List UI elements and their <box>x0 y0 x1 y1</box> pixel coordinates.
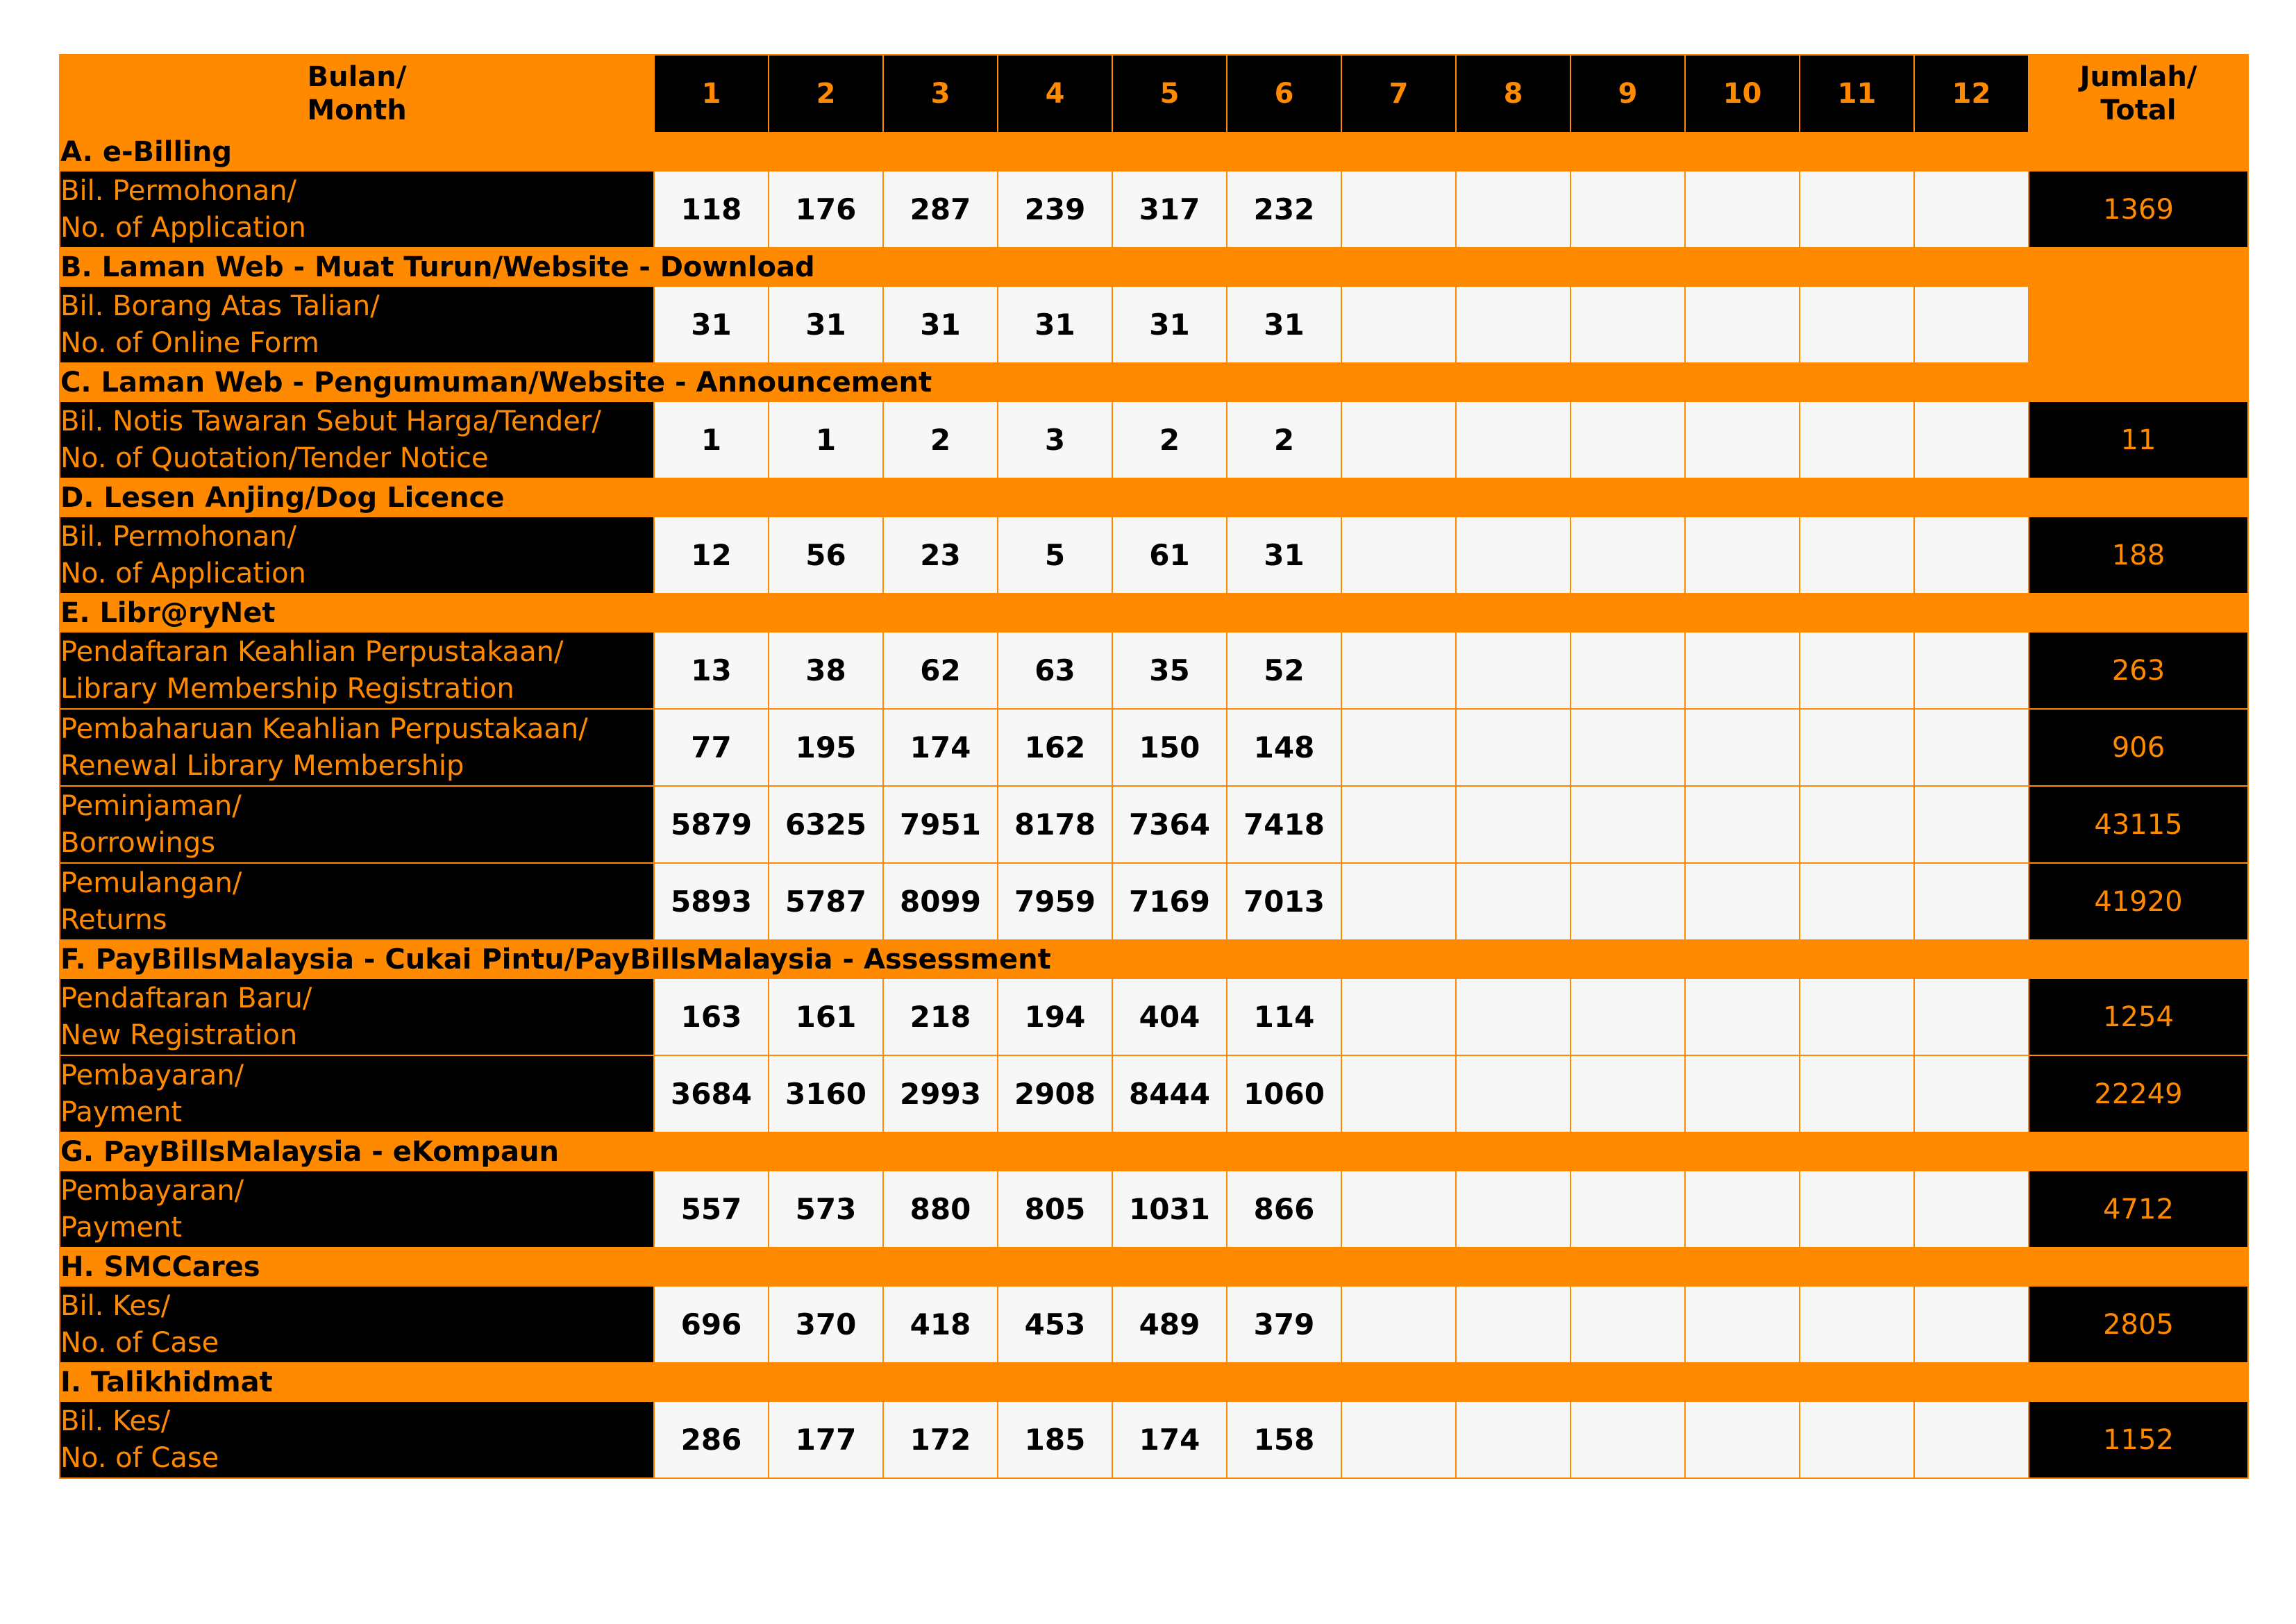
month-value-cell <box>1570 632 1685 709</box>
month-value-cell <box>1341 978 1456 1055</box>
month-value-cell: 3 <box>998 401 1112 478</box>
month-value-cell <box>1800 1401 1914 1478</box>
month-value-cell <box>1914 286 2029 363</box>
month-value-cell <box>1685 286 1800 363</box>
total-column-header <box>2029 55 2248 133</box>
header-row <box>60 55 2248 133</box>
month-value-cell: 2908 <box>998 1055 1112 1132</box>
month-value-cell <box>1914 171 2029 248</box>
section-row <box>60 363 2248 401</box>
month-value-cell: 148 <box>1227 709 1341 786</box>
month-value-cell: 77 <box>654 709 769 786</box>
total-cell: 22249 <box>2029 1055 2248 1132</box>
month-value-cell: 185 <box>998 1401 1112 1478</box>
month-value-cell <box>1456 171 1570 248</box>
month-value-cell <box>1685 1401 1800 1478</box>
month-value-cell <box>1456 1171 1570 1248</box>
month-value-cell <box>1341 1171 1456 1248</box>
month-value-cell: 5879 <box>654 786 769 863</box>
table-row <box>60 1401 2248 1478</box>
row-label-line2: No. of Application <box>60 211 306 244</box>
table-row <box>60 1286 2248 1363</box>
month-value-cell: 56 <box>769 517 883 594</box>
month-value-cell: 5787 <box>769 863 883 940</box>
row-label <box>60 978 654 1055</box>
row-label-line1: Pembaharuan Keahlian Perpustakaan/ <box>60 712 588 745</box>
total-cell: 906 <box>2029 709 2248 786</box>
month-value-cell: 177 <box>769 1401 883 1478</box>
month-value-cell <box>1914 978 2029 1055</box>
row-label-line1: Bil. Notis Tawaran Sebut Harga/Tender/ <box>60 405 601 437</box>
section-title: I. Talikhidmat <box>60 1363 2248 1401</box>
month-value-cell <box>1570 1171 1685 1248</box>
month-value-cell: 161 <box>769 978 883 1055</box>
month-header-8: 8 <box>1456 55 1570 133</box>
month-value-cell <box>1570 786 1685 863</box>
section-title: H. SMCCares <box>60 1248 2248 1286</box>
month-value-cell: 35 <box>1112 632 1227 709</box>
total-cell: 1152 <box>2029 1401 2248 1478</box>
month-value-cell: 52 <box>1227 632 1341 709</box>
row-label <box>60 1401 654 1478</box>
month-value-cell <box>1341 709 1456 786</box>
row-label-line2: Returns <box>60 903 167 936</box>
month-header-2: 2 <box>769 55 883 133</box>
month-value-cell <box>1341 863 1456 940</box>
month-value-cell: 195 <box>769 709 883 786</box>
month-value-cell: 379 <box>1227 1286 1341 1363</box>
total-cell <box>2029 286 2248 363</box>
month-value-cell: 174 <box>883 709 998 786</box>
month-value-cell <box>1800 401 1914 478</box>
month-value-cell: 7169 <box>1112 863 1227 940</box>
month-value-cell: 61 <box>1112 517 1227 594</box>
table-row <box>60 632 2248 709</box>
month-value-cell <box>1914 709 2029 786</box>
month-value-cell: 63 <box>998 632 1112 709</box>
month-value-cell: 453 <box>998 1286 1112 1363</box>
month-value-cell: 7418 <box>1227 786 1341 863</box>
month-value-cell: 232 <box>1227 171 1341 248</box>
month-value-cell: 5893 <box>654 863 769 940</box>
month-value-cell: 31 <box>769 286 883 363</box>
month-value-cell <box>1570 709 1685 786</box>
row-label-line2: Borrowings <box>60 826 216 859</box>
row-label <box>60 171 654 248</box>
month-value-cell: 23 <box>883 517 998 594</box>
month-value-cell: 1 <box>654 401 769 478</box>
month-value-cell <box>1570 1055 1685 1132</box>
month-value-cell <box>1685 1055 1800 1132</box>
month-value-cell <box>1800 171 1914 248</box>
total-cell: 2805 <box>2029 1286 2248 1363</box>
table-row <box>60 517 2248 594</box>
month-value-cell: 31 <box>1112 286 1227 363</box>
month-header-6: 6 <box>1227 55 1341 133</box>
month-value-cell: 866 <box>1227 1171 1341 1248</box>
table-row <box>60 863 2248 940</box>
section-title: F. PayBillsMalaysia - Cukai Pintu/PayBillsMalaysia - Assessment <box>60 940 2248 978</box>
table-row <box>60 171 2248 248</box>
month-value-cell: 3684 <box>654 1055 769 1132</box>
month-value-cell <box>1800 978 1914 1055</box>
row-label <box>60 1055 654 1132</box>
month-value-cell <box>1800 1171 1914 1248</box>
row-label-line1: Pendaftaran Baru/ <box>60 982 312 1014</box>
month-value-cell: 38 <box>769 632 883 709</box>
month-value-cell <box>1570 517 1685 594</box>
row-label-line1: Pembayaran/ <box>60 1174 244 1207</box>
table-row <box>60 1055 2248 1132</box>
month-header-4: 4 <box>998 55 1112 133</box>
section-row <box>60 133 2248 171</box>
row-label <box>60 786 654 863</box>
month-value-cell <box>1456 709 1570 786</box>
month-value-cell: 1 <box>769 401 883 478</box>
month-value-cell: 489 <box>1112 1286 1227 1363</box>
total-cell: 1369 <box>2029 171 2248 248</box>
month-value-cell: 31 <box>998 286 1112 363</box>
month-column-header <box>60 55 654 133</box>
row-label-line2: No. of Case <box>60 1326 219 1359</box>
section-row <box>60 248 2248 286</box>
row-label <box>60 517 654 594</box>
month-value-cell <box>1456 632 1570 709</box>
month-value-cell <box>1685 978 1800 1055</box>
month-value-cell: 557 <box>654 1171 769 1248</box>
table-row <box>60 1171 2248 1248</box>
month-value-cell: 7013 <box>1227 863 1341 940</box>
month-value-cell <box>1914 517 2029 594</box>
row-label-line1: Pembayaran/ <box>60 1059 244 1091</box>
row-label <box>60 401 654 478</box>
month-value-cell: 158 <box>1227 1401 1341 1478</box>
month-value-cell: 1031 <box>1112 1171 1227 1248</box>
table-row <box>60 401 2248 478</box>
month-header-3: 3 <box>883 55 998 133</box>
total-label-line1: Jumlah/ <box>2079 61 2197 93</box>
month-value-cell: 194 <box>998 978 1112 1055</box>
table-body <box>60 133 2248 1478</box>
row-label-line2: Renewal Library Membership <box>60 749 464 782</box>
total-cell: 188 <box>2029 517 2248 594</box>
month-value-cell <box>1685 709 1800 786</box>
month-value-cell: 174 <box>1112 1401 1227 1478</box>
month-value-cell: 239 <box>998 171 1112 248</box>
section-title: D. Lesen Anjing/Dog Licence <box>60 478 2248 517</box>
row-label-line2: Library Membership Registration <box>60 672 514 705</box>
table-row <box>60 286 2248 363</box>
row-label-line1: Bil. Permohonan/ <box>60 520 297 553</box>
month-value-cell: 6325 <box>769 786 883 863</box>
month-value-cell <box>1685 863 1800 940</box>
month-value-cell: 805 <box>998 1171 1112 1248</box>
row-label <box>60 863 654 940</box>
row-label-line1: Pendaftaran Keahlian Perpustakaan/ <box>60 635 564 668</box>
total-cell: 11 <box>2029 401 2248 478</box>
row-label <box>60 286 654 363</box>
section-title: B. Laman Web - Muat Turun/Website - Download <box>60 248 2248 286</box>
month-value-cell <box>1456 786 1570 863</box>
month-value-cell <box>1570 286 1685 363</box>
month-value-cell <box>1800 863 1914 940</box>
month-value-cell: 370 <box>769 1286 883 1363</box>
month-value-cell: 696 <box>654 1286 769 1363</box>
month-value-cell <box>1456 1055 1570 1132</box>
row-label-line2: New Registration <box>60 1019 298 1051</box>
row-label <box>60 709 654 786</box>
month-value-cell <box>1800 1286 1914 1363</box>
table-row <box>60 786 2248 863</box>
month-value-cell <box>1341 1401 1456 1478</box>
month-value-cell: 286 <box>654 1401 769 1478</box>
row-label-line1: Peminjaman/ <box>60 789 242 822</box>
month-value-cell: 114 <box>1227 978 1341 1055</box>
total-cell: 263 <box>2029 632 2248 709</box>
month-value-cell <box>1914 786 2029 863</box>
month-value-cell <box>1914 632 2029 709</box>
month-value-cell: 418 <box>883 1286 998 1363</box>
month-value-cell: 404 <box>1112 978 1227 1055</box>
section-row <box>60 1363 2248 1401</box>
total-cell: 43115 <box>2029 786 2248 863</box>
month-header-11: 11 <box>1800 55 1914 133</box>
month-value-cell: 7364 <box>1112 786 1227 863</box>
month-value-cell <box>1341 517 1456 594</box>
row-label-line1: Bil. Borang Atas Talian/ <box>60 290 380 322</box>
month-value-cell: 31 <box>1227 517 1341 594</box>
section-row <box>60 594 2248 632</box>
month-value-cell <box>1570 401 1685 478</box>
month-label-line1: Bulan/ <box>307 61 407 93</box>
month-value-cell: 176 <box>769 171 883 248</box>
month-value-cell <box>1800 786 1914 863</box>
month-value-cell: 7951 <box>883 786 998 863</box>
section-row <box>60 940 2248 978</box>
month-value-cell <box>1685 171 1800 248</box>
row-label-line2: No. of Quotation/Tender Notice <box>60 442 489 474</box>
month-value-cell: 162 <box>998 709 1112 786</box>
month-value-cell: 31 <box>1227 286 1341 363</box>
month-value-cell <box>1341 286 1456 363</box>
month-value-cell <box>1914 1286 2029 1363</box>
month-label-line2: Month <box>307 94 407 126</box>
month-value-cell: 150 <box>1112 709 1227 786</box>
month-value-cell: 2 <box>883 401 998 478</box>
total-label-line2: Total <box>2100 94 2177 126</box>
month-value-cell <box>1341 171 1456 248</box>
month-value-cell <box>1914 863 2029 940</box>
section-row <box>60 478 2248 517</box>
month-value-cell: 31 <box>654 286 769 363</box>
month-value-cell: 8099 <box>883 863 998 940</box>
month-value-cell: 1060 <box>1227 1055 1341 1132</box>
total-cell: 41920 <box>2029 863 2248 940</box>
month-value-cell <box>1341 401 1456 478</box>
month-header-7: 7 <box>1341 55 1456 133</box>
month-value-cell: 7959 <box>998 863 1112 940</box>
month-value-cell <box>1341 786 1456 863</box>
row-label <box>60 1171 654 1248</box>
month-value-cell <box>1914 1171 2029 1248</box>
month-value-cell <box>1456 1286 1570 1363</box>
month-value-cell: 218 <box>883 978 998 1055</box>
month-value-cell <box>1800 632 1914 709</box>
month-value-cell <box>1800 517 1914 594</box>
month-value-cell <box>1570 1286 1685 1363</box>
table-row <box>60 978 2248 1055</box>
row-label-line2: Payment <box>60 1211 183 1244</box>
row-label <box>60 1286 654 1363</box>
month-value-cell: 5 <box>998 517 1112 594</box>
row-label-line1: Bil. Kes/ <box>60 1405 171 1437</box>
month-header-5: 5 <box>1112 55 1227 133</box>
row-label <box>60 632 654 709</box>
month-value-cell <box>1456 1401 1570 1478</box>
section-title: A. e-Billing <box>60 133 2248 171</box>
month-value-cell: 880 <box>883 1171 998 1248</box>
month-value-cell: 8178 <box>998 786 1112 863</box>
month-value-cell <box>1570 1401 1685 1478</box>
month-value-cell: 2993 <box>883 1055 998 1132</box>
month-value-cell <box>1914 1401 2029 1478</box>
month-value-cell <box>1341 1055 1456 1132</box>
month-value-cell <box>1456 286 1570 363</box>
section-row <box>60 1132 2248 1171</box>
month-value-cell: 2 <box>1112 401 1227 478</box>
month-value-cell <box>1685 786 1800 863</box>
month-value-cell: 317 <box>1112 171 1227 248</box>
month-header-1: 1 <box>654 55 769 133</box>
month-value-cell <box>1341 632 1456 709</box>
row-label-line2: No. of Case <box>60 1441 219 1474</box>
month-value-cell <box>1685 1171 1800 1248</box>
row-label-line1: Bil. Permohonan/ <box>60 174 297 207</box>
month-header-10: 10 <box>1685 55 1800 133</box>
month-value-cell: 13 <box>654 632 769 709</box>
row-label-line2: No. of Application <box>60 557 306 589</box>
section-title: G. PayBillsMalaysia - eKompaun <box>60 1132 2248 1171</box>
month-value-cell <box>1800 709 1914 786</box>
row-label-line2: No. of Online Form <box>60 326 319 359</box>
month-value-cell: 62 <box>883 632 998 709</box>
month-value-cell <box>1570 171 1685 248</box>
total-cell: 4712 <box>2029 1171 2248 1248</box>
month-value-cell <box>1456 978 1570 1055</box>
month-value-cell <box>1914 401 2029 478</box>
section-title: C. Laman Web - Pengumuman/Website - Announcement <box>60 363 2248 401</box>
month-value-cell <box>1685 1286 1800 1363</box>
month-value-cell: 118 <box>654 171 769 248</box>
month-value-cell: 12 <box>654 517 769 594</box>
month-value-cell <box>1800 286 1914 363</box>
month-value-cell <box>1570 863 1685 940</box>
month-value-cell: 8444 <box>1112 1055 1227 1132</box>
statistics-table <box>59 54 2249 1479</box>
month-value-cell <box>1456 401 1570 478</box>
table-row <box>60 709 2248 786</box>
month-value-cell: 2 <box>1227 401 1341 478</box>
month-header-12: 12 <box>1914 55 2029 133</box>
month-value-cell <box>1685 517 1800 594</box>
month-value-cell: 287 <box>883 171 998 248</box>
row-label-line2: Payment <box>60 1096 183 1128</box>
total-cell: 1254 <box>2029 978 2248 1055</box>
month-value-cell <box>1914 1055 2029 1132</box>
month-value-cell <box>1685 401 1800 478</box>
month-value-cell <box>1456 517 1570 594</box>
month-value-cell: 172 <box>883 1401 998 1478</box>
month-value-cell <box>1341 1286 1456 1363</box>
month-header-9: 9 <box>1570 55 1685 133</box>
section-row <box>60 1248 2248 1286</box>
month-value-cell: 31 <box>883 286 998 363</box>
row-label-line1: Bil. Kes/ <box>60 1289 171 1322</box>
month-value-cell: 3160 <box>769 1055 883 1132</box>
month-value-cell <box>1570 978 1685 1055</box>
month-value-cell <box>1800 1055 1914 1132</box>
month-value-cell: 573 <box>769 1171 883 1248</box>
section-title: E. Libr@ryNet <box>60 594 2248 632</box>
month-value-cell <box>1685 632 1800 709</box>
month-value-cell: 163 <box>654 978 769 1055</box>
month-value-cell <box>1456 863 1570 940</box>
row-label-line1: Pemulangan/ <box>60 867 242 899</box>
